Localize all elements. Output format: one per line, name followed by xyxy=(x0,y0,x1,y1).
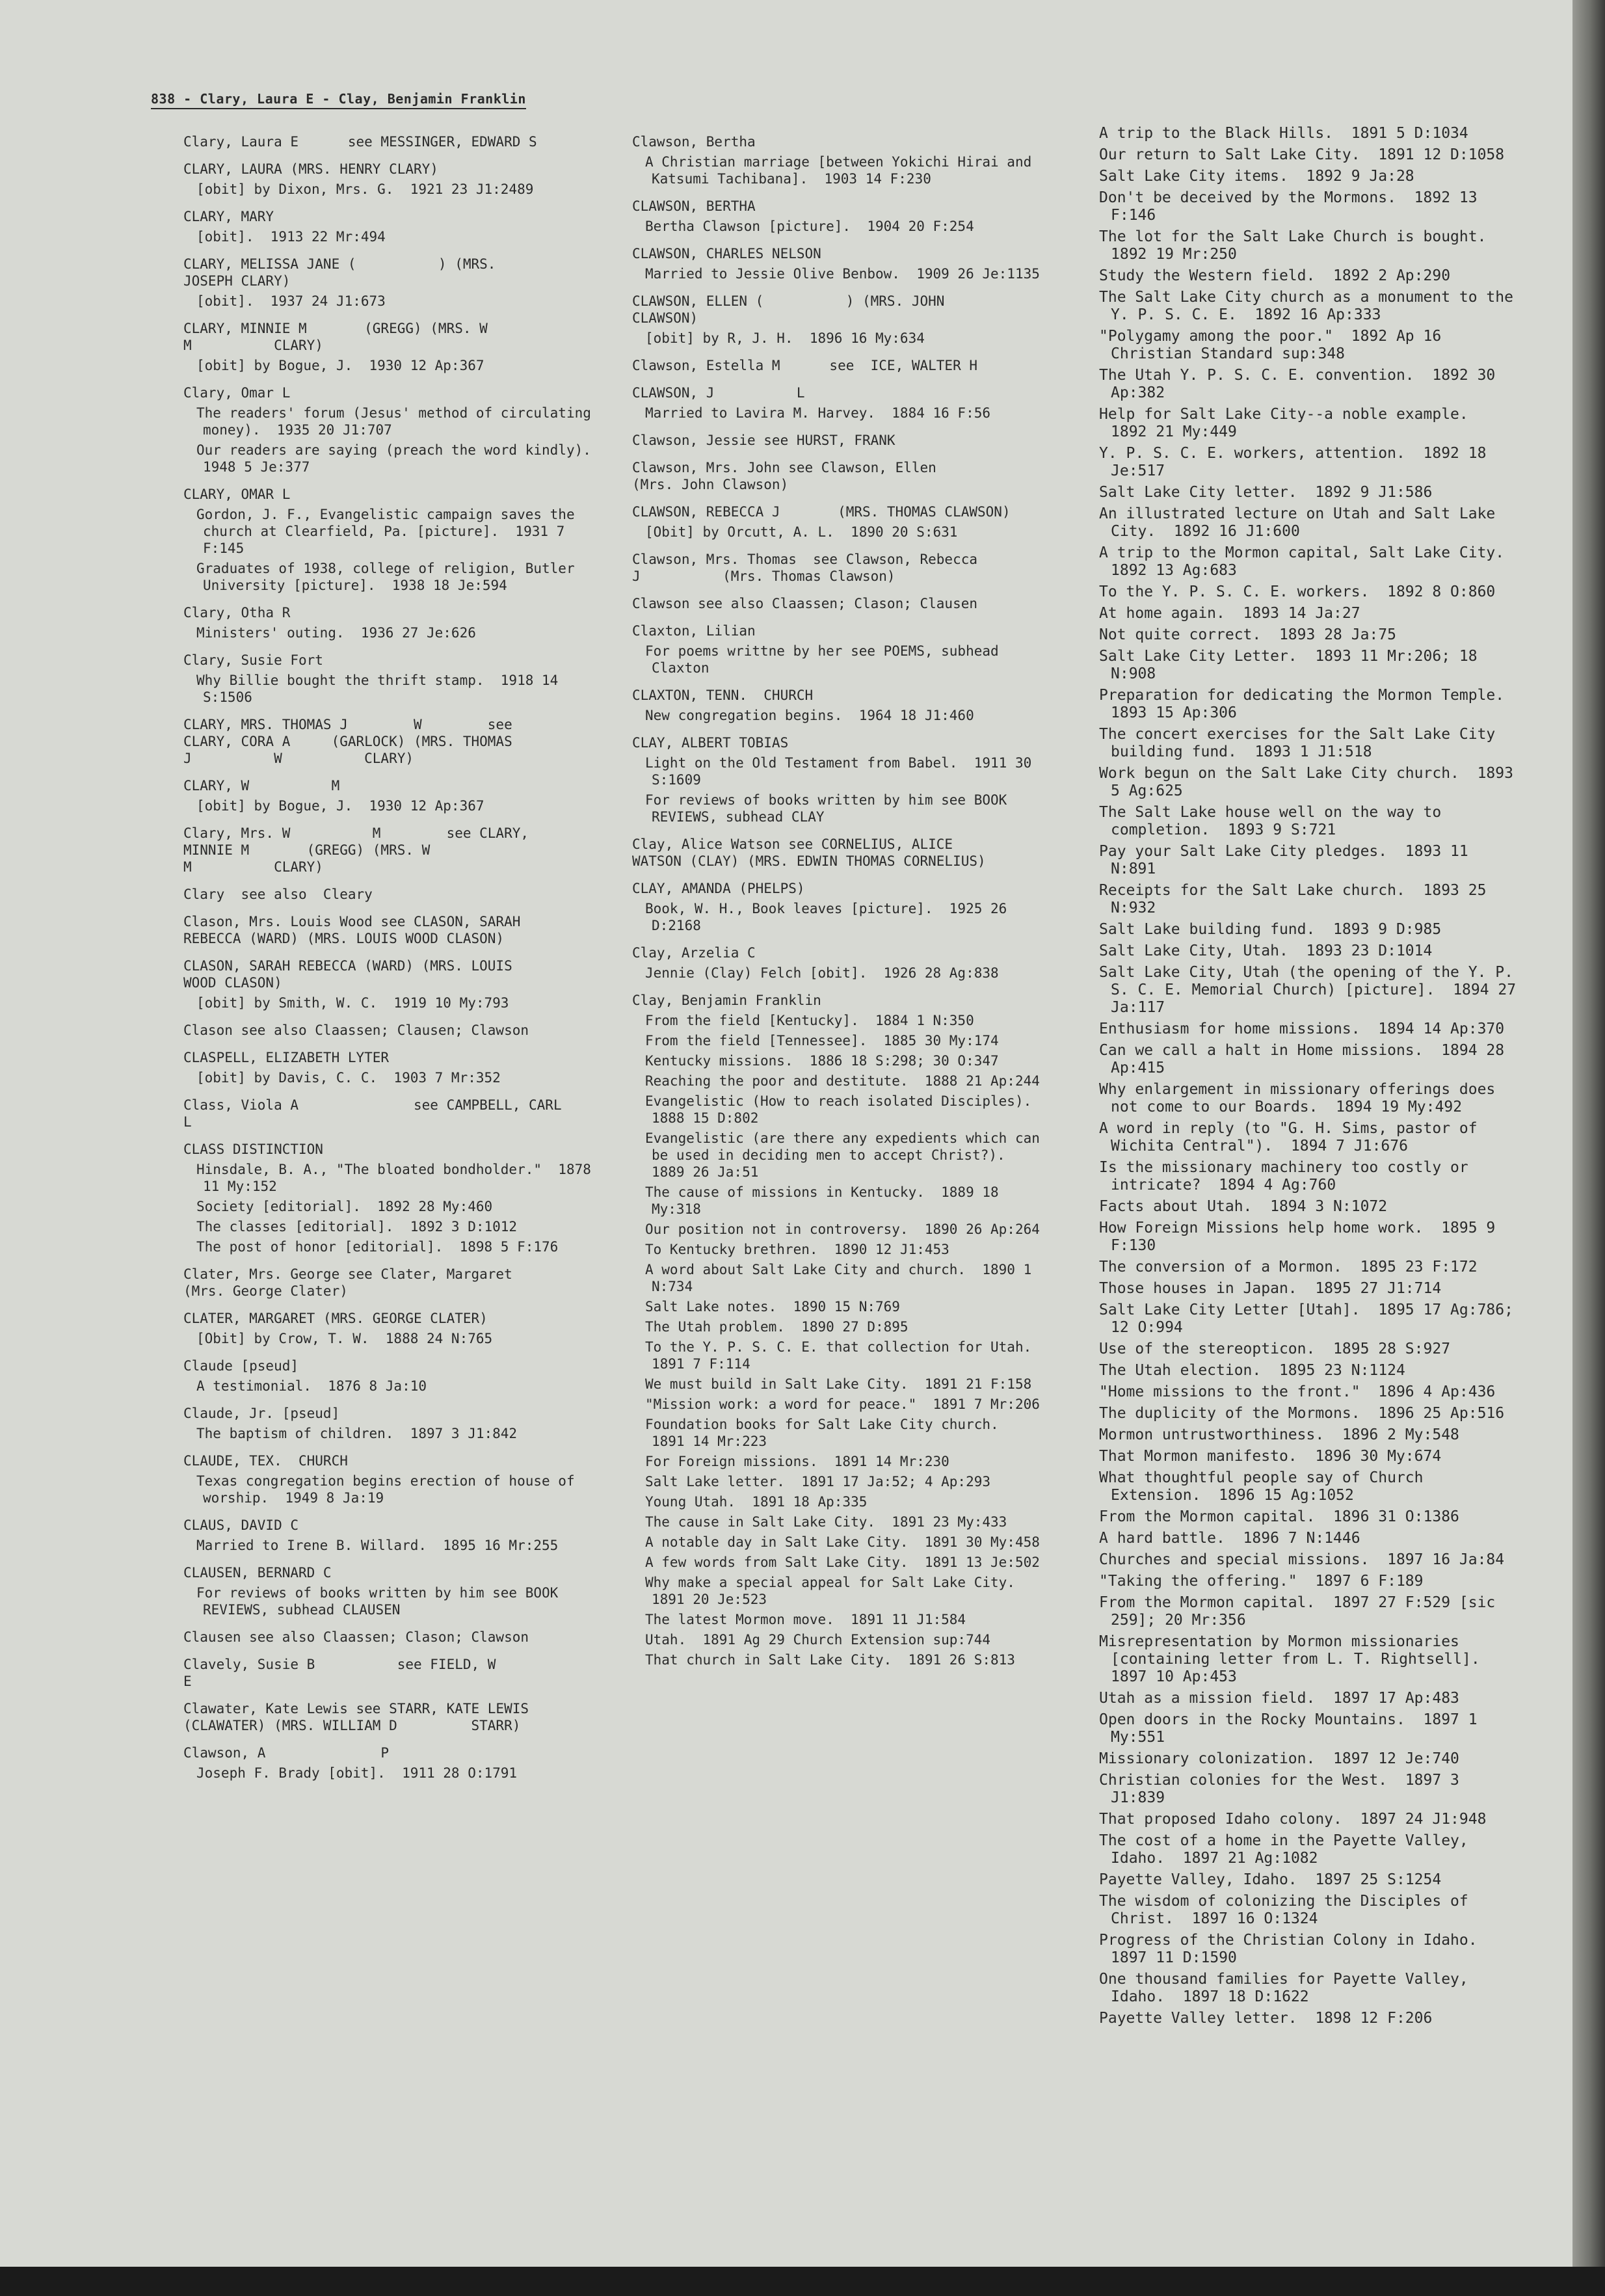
index-entry xyxy=(1099,267,1522,285)
index-entry xyxy=(183,133,600,150)
index-entry xyxy=(183,1629,600,1646)
index-entry xyxy=(183,1022,600,1039)
index-entry xyxy=(183,1452,600,1506)
entry-heading: CLAY, ALBERT TOBIAS xyxy=(632,735,789,751)
entry-heading: CLAWSON, REBECCA J (MRS. THOMAS CLAWSON) xyxy=(632,504,1011,520)
index-entry xyxy=(632,622,1042,676)
entry-reference: A testimonial. 1876 8 Ja:10 xyxy=(196,1378,427,1394)
index-entry xyxy=(1099,1259,1522,1276)
index-entry xyxy=(1099,1811,1522,1828)
entry-heading: CLAUDE, TEX. CHURCH xyxy=(183,1453,348,1469)
entry-reference: The baptism of children. 1897 3 J1:842 xyxy=(196,1426,518,1441)
entry-reference: Not quite correct. 1893 28 Ja:75 xyxy=(1099,626,1396,643)
entry-heading: Clawson, Bertha xyxy=(632,134,756,150)
entry-reference: A notable day in Salt Lake City. 1891 30 My:458 xyxy=(645,1534,1040,1550)
index-entry xyxy=(183,256,600,310)
index-entry xyxy=(1099,189,1522,224)
entry-heading: CLASS DISTINCTION xyxy=(183,1141,323,1157)
entry-reference: A Christian marriage [between Yokichi Hirai and Katsumi Tachibana]. 1903 14 F:230 xyxy=(645,154,1040,187)
index-entry xyxy=(632,992,1048,1668)
entry-reference: Christian colonies for the West. 1897 3 J1:839 xyxy=(1099,1772,1468,1806)
entry-reference: The concert exercises for the Salt Lake City building fund. 1893 1 J1:518 xyxy=(1099,726,1505,760)
entry-reference: Is the missionary machinery too costly or intricate? 1894 4 Ag:760 xyxy=(1099,1159,1478,1194)
index-entry xyxy=(632,293,1042,347)
entry-heading: CLAUSEN, BERNARD C xyxy=(183,1565,332,1581)
entry-reference: Bertha Clawson [picture]. 1904 20 F:254 xyxy=(645,219,974,234)
index-entry xyxy=(1099,1448,1522,1465)
entry-reference: Receipts for the Salt Lake church. 1893 25 N:932 xyxy=(1099,882,1496,916)
index-entry xyxy=(183,1266,600,1300)
index-column-3 xyxy=(1099,125,1525,2031)
index-entry xyxy=(1099,328,1522,363)
index-entry xyxy=(1099,1633,1522,1686)
entry-heading: CLATER, MARGARET (MRS. GEORGE CLATER) xyxy=(183,1311,488,1326)
entry-reference: For Foreign missions. 1891 14 Mr:230 xyxy=(645,1454,949,1469)
entry-heading: CLARY, OMAR L xyxy=(183,487,291,502)
index-entry xyxy=(1099,1871,1522,1889)
entry-heading: Clary, Laura E see MESSINGER, EDWARD S xyxy=(183,134,537,150)
index-entry xyxy=(183,1141,600,1255)
entry-reference: [obit] by Dixon, Mrs. G. 1921 23 J1:2489 xyxy=(196,181,534,197)
entry-reference: Reaching the poor and destitute. 1888 21 Ap:244 xyxy=(645,1073,1040,1089)
index-entry xyxy=(1099,1530,1522,1547)
entry-reference: What thoughtful people say of Church Extension. 1896 15 Ag:1052 xyxy=(1099,1469,1433,1504)
index-entry xyxy=(1099,1594,1522,1629)
index-entry xyxy=(1099,1280,1522,1298)
entry-reference: That Mormon manifesto. 1896 30 My:674 xyxy=(1099,1448,1442,1465)
entry-reference: "Mission work: a word for peace." 1891 7 Mr:206 xyxy=(645,1396,1040,1412)
index-entry xyxy=(183,1049,600,1086)
index-entry xyxy=(1099,146,1522,164)
index-entry xyxy=(632,245,1042,282)
index-entry xyxy=(183,777,600,814)
index-entry xyxy=(1099,1383,1522,1401)
index-column-2 xyxy=(632,133,1048,1679)
index-entry xyxy=(183,652,600,706)
entry-reference: The cost of a home in the Payette Valley, Idaho. 1897 21 Ag:1082 xyxy=(1099,1832,1478,1867)
entry-reference: Payette Valley letter. 1898 12 F:206 xyxy=(1099,2010,1433,2027)
entry-reference: The duplicity of the Mormons. 1896 25 Ap:516 xyxy=(1099,1405,1505,1422)
entry-reference: That church in Salt Lake City. 1891 26 S:813 xyxy=(645,1652,1015,1668)
index-entry xyxy=(632,595,1042,612)
entry-reference: The Salt Lake City church as a monument to the Y. P. S. C. E. 1892 16 Ap:333 xyxy=(1099,289,1522,323)
entry-reference: A hard battle. 1896 7 N:1446 xyxy=(1099,1530,1360,1547)
entry-reference: Those houses in Japan. 1895 27 J1:714 xyxy=(1099,1280,1442,1297)
entry-heading: CLARY, LAURA (MRS. HENRY CLARY) xyxy=(183,161,438,177)
index-entry xyxy=(632,357,1042,374)
index-entry xyxy=(1099,168,1522,185)
index-entry xyxy=(183,1405,600,1442)
entry-reference: [obit] by Smith, W. C. 1919 10 My:793 xyxy=(196,995,509,1011)
index-entry xyxy=(183,384,608,475)
entry-reference: The conversion of a Mormon. 1895 23 F:172 xyxy=(1099,1259,1478,1275)
entry-reference: Open doors in the Rocky Mountains. 1897 1 My:551 xyxy=(1099,1711,1487,1746)
index-entry xyxy=(1099,1551,1522,1569)
entry-heading: Clawson, Jessie see HURST, FRANK xyxy=(632,433,895,448)
scan-bottom-band xyxy=(0,2267,1605,2296)
entry-reference: Evangelistic (are there any expedients which can be used in deciding men to accept Christ?). 1889 26 Ja:51 xyxy=(645,1130,1048,1180)
index-entry xyxy=(1099,1772,1522,1807)
entry-reference: [obit] by Bogue, J. 1930 12 Ap:367 xyxy=(196,798,484,814)
entry-heading: Clater, Mrs. George see Clater, Margaret (Mrs. George Clater) xyxy=(183,1266,512,1299)
entry-reference: Why make a special appeal for Salt Lake City. 1891 20 Je:523 xyxy=(645,1575,1032,1607)
entry-heading: Claude, Jr. [pseud] xyxy=(183,1406,340,1421)
index-entry xyxy=(1099,964,1525,1017)
entry-reference: [obit]. 1937 24 J1:673 xyxy=(196,293,386,309)
entry-reference: The cause in Salt Lake City. 1891 23 My:433 xyxy=(645,1514,1007,1530)
index-entry xyxy=(1099,626,1522,644)
entry-reference: A word about Salt Lake City and church. 1890 1 N:734 xyxy=(645,1262,1040,1294)
entry-reference: Salt Lake building fund. 1893 9 D:985 xyxy=(1099,921,1442,938)
index-entry xyxy=(1099,406,1522,441)
entry-reference: Mormon untrustworthiness. 1896 2 My:548 xyxy=(1099,1426,1459,1443)
entry-reference: [obit] by R, J. H. 1896 16 My:634 xyxy=(645,330,925,346)
index-entry xyxy=(183,604,600,641)
entry-heading: Clason, Mrs. Louis Wood see CLASON, SARAH REBECCA (WARD) (MRS. LOUIS WOOD CLASON) xyxy=(183,914,521,946)
entry-reference: The post of honor [editorial]. 1898 5 F:176 xyxy=(196,1239,559,1255)
entry-reference: From the Mormon capital. 1897 27 F:529 [sic 259]; 20 Mr:356 xyxy=(1099,1594,1505,1629)
index-entry xyxy=(632,687,1042,724)
index-entry xyxy=(1099,1042,1522,1077)
entry-reference: To Kentucky brethren. 1890 12 J1:453 xyxy=(645,1242,949,1257)
entry-reference: The Salt Lake house well on the way to completion. 1893 9 S:721 xyxy=(1099,804,1451,838)
index-entry xyxy=(632,944,1042,981)
entry-heading: CLASON, SARAH REBECCA (WARD) (MRS. LOUIS WOOD CLASON) xyxy=(183,958,512,991)
entry-reference: [obit] by Bogue, J. 1930 12 Ap:367 xyxy=(196,358,484,373)
entry-reference: Misrepresentation by Mormon missionaries [containing letter from L. T. Rightsell]. 1897 10 Ap:453 xyxy=(1099,1633,1498,1685)
entry-reference: Book, W. H., Book leaves [picture]. 1925 26 D:2168 xyxy=(645,901,1015,933)
entry-reference: [obit] by Davis, C. C. 1903 7 Mr:352 xyxy=(196,1070,501,1086)
entry-reference: Salt Lake City, Utah. 1893 23 D:1014 xyxy=(1099,942,1433,959)
entry-heading: Class, Viola A see CAMPBELL, CARL L xyxy=(183,1097,562,1130)
entry-reference: Joseph F. Brady [obit]. 1911 28 O:1791 xyxy=(196,1765,518,1781)
index-entry xyxy=(1099,228,1522,263)
entry-heading: Clawson, Estella M see ICE, WALTER H xyxy=(632,358,978,373)
index-entry xyxy=(183,1744,600,1782)
index-entry xyxy=(183,1097,600,1130)
entry-heading: CLAWSON, CHARLES NELSON xyxy=(632,246,821,261)
index-entry xyxy=(1099,1405,1522,1422)
index-entry xyxy=(632,503,1042,541)
entry-reference: Salt Lake City letter. 1892 9 J1:586 xyxy=(1099,484,1433,501)
entry-reference: Salt Lake notes. 1890 15 N:769 xyxy=(645,1299,900,1315)
entry-reference: Progress of the Christian Colony in Idaho. 1897 11 D:1590 xyxy=(1099,1932,1496,1966)
index-entry xyxy=(632,551,1042,585)
entry-reference: Texas congregation begins erection of house of worship. 1949 8 Ja:19 xyxy=(196,1473,583,1506)
entry-reference: Salt Lake City items. 1892 9 Ja:28 xyxy=(1099,168,1414,185)
entry-heading: Clary, Susie Fort xyxy=(183,652,323,668)
entry-heading: Clausen see also Claassen; Clason; Clawson xyxy=(183,1629,529,1645)
entry-heading: Clawson, Mrs. John see Clawson, Ellen (Mrs. John Clawson) xyxy=(632,460,936,492)
index-entry xyxy=(1099,804,1522,839)
entry-reference: Gordon, J. F., Evangelistic campaign saves the church at Clearfield, Pa. [picture]. 1931 7 F:145 xyxy=(196,507,583,556)
index-entry xyxy=(1099,1198,1522,1216)
entry-reference: To the Y. P. S. C. E. workers. 1892 8 O:860 xyxy=(1099,583,1496,600)
entry-reference: A trip to the Mormon capital, Salt Lake City. 1892 13 Ag:683 xyxy=(1099,544,1522,579)
index-entry xyxy=(1099,1750,1522,1768)
entry-reference: Our readers are saying (preach the word kindly). 1948 5 Je:377 xyxy=(196,442,608,475)
index-entry xyxy=(1099,1220,1522,1255)
entry-reference: Payette Valley, Idaho. 1897 25 S:1254 xyxy=(1099,1871,1442,1888)
index-entry xyxy=(183,1656,600,1690)
entry-reference: That proposed Idaho colony. 1897 24 J1:948 xyxy=(1099,1811,1487,1828)
entry-reference: From the Mormon capital. 1896 31 O:1386 xyxy=(1099,1508,1459,1525)
index-entry xyxy=(632,459,1042,493)
entry-reference: Kentucky missions. 1886 18 S:298; 30 O:347 xyxy=(645,1053,999,1069)
index-entry xyxy=(183,957,600,1011)
index-entry xyxy=(632,836,1042,870)
entry-reference: The Utah Y. P. S. C. E. convention. 1892 30 Ap:382 xyxy=(1099,367,1505,401)
entry-reference: A few words from Salt Lake City. 1891 13 Je:502 xyxy=(645,1555,1040,1570)
index-entry xyxy=(183,716,600,767)
entry-reference: Our return to Salt Lake City. 1891 12 D:1058 xyxy=(1099,146,1505,163)
index-entry xyxy=(1099,648,1522,683)
entry-reference: Utah as a mission field. 1897 17 Ap:483 xyxy=(1099,1690,1459,1707)
entry-reference: A trip to the Black Hills. 1891 5 D:1034 xyxy=(1099,125,1468,142)
index-entry xyxy=(1099,1711,1522,1746)
index-entry xyxy=(632,880,1042,934)
index-entry xyxy=(183,1357,600,1395)
entry-reference: [obit]. 1913 22 Mr:494 xyxy=(196,229,386,245)
entry-heading: CLARY, MARY xyxy=(183,209,274,224)
index-entry xyxy=(1099,445,1522,480)
entry-reference: "Polygamy among the poor." 1892 Ap 16 Christian Standard sup:348 xyxy=(1099,328,1451,362)
index-entry xyxy=(1099,1508,1522,1526)
index-entry xyxy=(1099,882,1522,917)
index-entry xyxy=(183,1700,600,1734)
entry-reference: Churches and special missions. 1897 16 Ja:84 xyxy=(1099,1551,1505,1568)
scan-page-edge xyxy=(1572,0,1605,2296)
entry-heading: CLARY, MELISSA JANE ( ) (MRS. JOSEPH CLARY) xyxy=(183,256,496,289)
entry-reference: Why Billie bought the thrift stamp. 1918 14 S:1506 xyxy=(196,673,566,705)
index-entry xyxy=(1099,1832,1522,1867)
index-entry xyxy=(1099,921,1522,939)
entry-heading: CLAY, AMANDA (PHELPS) xyxy=(632,881,805,896)
index-entry xyxy=(1099,726,1522,761)
index-entry xyxy=(183,161,600,198)
entry-reference: The classes [editorial]. 1892 3 D:1012 xyxy=(196,1219,518,1235)
index-entry xyxy=(183,825,600,875)
entry-reference: Study the Western field. 1892 2 Ap:290 xyxy=(1099,267,1451,284)
index-entry xyxy=(1099,367,1522,402)
entry-heading: CLARY, W M xyxy=(183,778,340,794)
entry-reference: Married to Irene B. Willard. 1895 16 Mr:255 xyxy=(196,1538,559,1553)
entry-reference: A word in reply (to "G. H. Sims, pastor of Wichita Central"). 1894 7 J1:676 xyxy=(1099,1120,1487,1155)
entry-reference: The wisdom of colonizing the Disciples of Christ. 1897 16 O:1324 xyxy=(1099,1893,1478,1927)
entry-reference: We must build in Salt Lake City. 1891 21 F:158 xyxy=(645,1376,1032,1392)
entry-heading: Clary, Omar L xyxy=(183,385,291,401)
entry-reference: Help for Salt Lake City--a noble example. 1892 21 My:449 xyxy=(1099,406,1487,440)
index-entry xyxy=(1099,1159,1522,1194)
entry-reference: Y. P. S. C. E. workers, attention. 1892 18 Je:517 xyxy=(1099,445,1496,479)
entry-reference: Missionary colonization. 1897 12 Je:740 xyxy=(1099,1750,1459,1767)
entry-reference: The latest Mormon move. 1891 11 J1:584 xyxy=(645,1612,966,1627)
index-entry xyxy=(183,1517,600,1554)
entry-reference: Young Utah. 1891 18 Ap:335 xyxy=(645,1494,868,1510)
entry-reference: For reviews of books written by him see BOOK REVIEWS, subhead CLAY xyxy=(645,792,1015,825)
index-entry xyxy=(183,1564,600,1618)
entry-reference: The Utah election. 1895 23 N:1124 xyxy=(1099,1362,1405,1379)
entry-reference: New congregation begins. 1964 18 J1:460 xyxy=(645,708,974,723)
index-entry xyxy=(1099,1362,1522,1380)
entry-reference: For reviews of books written by him see BOOK REVIEWS, subhead CLAUSEN xyxy=(196,1585,566,1618)
entry-reference: Pay your Salt Lake City pledges. 1893 11 N:891 xyxy=(1099,843,1478,877)
entry-heading: Clay, Benjamin Franklin xyxy=(632,993,821,1008)
entry-reference: The readers' forum (Jesus' method of circulating money). 1935 20 J1:707 xyxy=(196,405,600,438)
entry-heading: CLAWSON, ELLEN ( ) (MRS. JOHN CLAWSON) xyxy=(632,293,945,326)
index-entry xyxy=(1099,1341,1522,1358)
entry-reference: Can we call a halt in Home missions. 1894 28 Ap:415 xyxy=(1099,1042,1513,1076)
index-entry xyxy=(1099,2010,1522,2027)
entry-reference: From the field [Kentucky]. 1884 1 N:350 xyxy=(645,1013,974,1028)
entry-reference: At home again. 1893 14 Ja:27 xyxy=(1099,605,1360,622)
index-entry xyxy=(1099,484,1522,501)
index-entry xyxy=(1099,289,1522,324)
entry-reference: The cause of missions in Kentucky. 1889 18 My:318 xyxy=(645,1184,1007,1217)
entry-reference: [Obit] by Crow, T. W. 1888 24 N:765 xyxy=(196,1331,493,1346)
page-header: 838 - Clary, Laura E - Clay, Benjamin Franklin xyxy=(151,91,526,109)
entry-heading: Clawater, Kate Lewis see STARR, KATE LEWIS (CLAWATER) (MRS. WILLIAM D STARR) xyxy=(183,1701,529,1733)
entry-heading: Clason see also Claassen; Clausen; Clawson xyxy=(183,1022,529,1038)
index-entry xyxy=(183,913,600,947)
entry-reference: Evangelistic (How to reach isolated Disciples). 1888 15 D:802 xyxy=(645,1093,1048,1126)
entry-heading: CLAUS, DAVID C xyxy=(183,1517,299,1533)
entry-reference: The lot for the Salt Lake Church is bought. 1892 19 Mr:250 xyxy=(1099,228,1505,263)
entry-reference: "Taking the offering." 1897 6 F:189 xyxy=(1099,1573,1424,1590)
entry-reference: The Utah problem. 1890 27 D:895 xyxy=(645,1319,909,1335)
entry-reference: Foundation books for Salt Lake City church. 1891 14 Mr:223 xyxy=(645,1417,1015,1449)
entry-heading: CLAWSON, BERTHA xyxy=(632,198,756,214)
index-entry xyxy=(1099,1932,1522,1967)
entry-heading: Clawson, A P xyxy=(183,1745,390,1761)
index-entry xyxy=(632,384,1042,421)
index-entry xyxy=(1099,1469,1522,1504)
entry-reference: One thousand families for Payette Valley, Idaho. 1897 18 D:1622 xyxy=(1099,1971,1478,2005)
index-entry xyxy=(1099,1120,1522,1155)
entry-heading: Clawson, Mrs. Thomas see Clawson, Rebecca J (Mrs. Thomas Clawson) xyxy=(632,552,978,584)
entry-reference: Jennie (Clay) Felch [obit]. 1926 28 Ag:838 xyxy=(645,965,999,981)
index-entry xyxy=(1099,1302,1522,1337)
entry-reference: Society [editorial]. 1892 28 My:460 xyxy=(196,1199,493,1214)
entry-reference: Use of the stereopticon. 1895 28 S:927 xyxy=(1099,1341,1451,1357)
index-entry xyxy=(1099,942,1522,960)
entry-heading: CLARY, MRS. THOMAS J W see CLARY, CORA A (GARLOCK) (MRS. THOMAS J W CLARY) xyxy=(183,717,512,766)
entry-reference: Hinsdale, B. A., "The bloated bondholder." 1878 11 My:152 xyxy=(196,1162,600,1194)
entry-heading: CLAWSON, J L xyxy=(632,385,805,401)
index-entry xyxy=(1099,125,1522,142)
entry-reference: An illustrated lecture on Utah and Salt Lake City. 1892 16 J1:600 xyxy=(1099,505,1505,540)
index-entry xyxy=(1099,1573,1522,1590)
index-entry xyxy=(1099,544,1522,580)
entry-reference: Ministers' outing. 1936 27 Je:626 xyxy=(196,625,476,641)
entry-heading: Claxton, Lilian xyxy=(632,623,756,639)
index-entry xyxy=(1099,765,1522,800)
index-entry xyxy=(1099,687,1522,722)
index-entry xyxy=(1099,1021,1522,1038)
entry-heading: Clawson see also Claassen; Clason; Clausen xyxy=(632,596,978,611)
entry-heading: Clavely, Susie B see FIELD, W E xyxy=(183,1657,496,1689)
entry-reference: Facts about Utah. 1894 3 N:1072 xyxy=(1099,1198,1388,1215)
entry-reference: Married to Lavira M. Harvey. 1884 16 F:56 xyxy=(645,405,991,421)
entry-reference: Light on the Old Testament from Babel. 1911 30 S:1609 xyxy=(645,755,1040,788)
entry-reference: Preparation for dedicating the Mormon Temple. 1893 15 Ap:306 xyxy=(1099,687,1522,721)
index-entry xyxy=(183,320,600,374)
index-column-1 xyxy=(183,133,608,1792)
entry-reference: Salt Lake City Letter. 1893 11 Mr:206; 18 N:908 xyxy=(1099,648,1487,682)
entry-reference: From the field [Tennessee]. 1885 30 My:174 xyxy=(645,1033,999,1048)
entry-reference: How Foreign Missions help home work. 1895 9 F:130 xyxy=(1099,1220,1505,1254)
entry-reference: Why enlargement in missionary offerings does not come to our Boards. 1894 19 My:492 xyxy=(1099,1081,1505,1115)
entry-reference: Graduates of 1938, college of religion, Butler University [picture]. 1938 18 Je:594 xyxy=(196,561,583,593)
index-entry xyxy=(183,886,600,903)
index-entry xyxy=(1099,605,1522,622)
entry-heading: Clary, Mrs. W M see CLARY, MINNIE M (GREGG) (MRS. W M CLARY) xyxy=(183,825,529,875)
entry-reference: Salt Lake City, Utah (the opening of the Y. P. S. C. E. Memorial Church) [picture]. 1894 27 Ja:117 xyxy=(1099,964,1525,1016)
index-entry xyxy=(183,1310,600,1347)
index-entry xyxy=(1099,843,1522,878)
index-entry xyxy=(183,486,600,594)
entry-reference: Utah. 1891 Ag 29 Church Extension sup:744 xyxy=(645,1632,991,1648)
index-entry xyxy=(1099,1426,1522,1444)
entry-heading: Claude [pseud] xyxy=(183,1358,299,1374)
entry-reference: Salt Lake letter. 1891 17 Ja:52; 4 Ap:293 xyxy=(645,1474,991,1489)
entry-heading: CLARY, MINNIE M (GREGG) (MRS. W M CLARY) xyxy=(183,321,488,353)
entry-reference: "Home missions to the front." 1896 4 Ap:436 xyxy=(1099,1383,1496,1400)
index-entry xyxy=(632,133,1042,187)
entry-reference: Salt Lake City Letter [Utah]. 1895 17 Ag:786; 12 O:994 xyxy=(1099,1302,1522,1336)
index-entry xyxy=(632,432,1042,449)
index-entry xyxy=(1099,1893,1522,1928)
index-entry xyxy=(183,208,600,245)
index-entry xyxy=(632,734,1042,825)
index-entry xyxy=(1099,1971,1522,2006)
index-entry xyxy=(632,198,1042,235)
entry-reference: Work begun on the Salt Lake City church. 1893 5 Ag:625 xyxy=(1099,765,1522,799)
entry-reference: For poems writtne by her see POEMS, subhead Claxton xyxy=(645,643,1007,676)
entry-heading: Clay, Arzelia C xyxy=(632,945,756,961)
entry-reference: To the Y. P. S. C. E. that collection for Utah. 1891 7 F:114 xyxy=(645,1339,1048,1372)
index-entry xyxy=(1099,1690,1522,1707)
entry-heading: Clary, Otha R xyxy=(183,605,291,621)
entry-heading: CLAXTON, TENN. CHURCH xyxy=(632,687,814,703)
entry-heading: Clay, Alice Watson see CORNELIUS, ALICE WATSON (CLAY) (MRS. EDWIN THOMAS CORNELIUS) xyxy=(632,836,986,869)
entry-reference: Don't be deceived by the Mormons. 1892 13 F:146 xyxy=(1099,189,1487,224)
index-entry xyxy=(1099,1081,1522,1116)
entry-heading: CLASPELL, ELIZABETH LYTER xyxy=(183,1050,390,1065)
entry-reference: Married to Jessie Olive Benbow. 1909 26 Je:1135 xyxy=(645,266,1040,282)
entry-reference: Enthusiasm for home missions. 1894 14 Ap:370 xyxy=(1099,1021,1505,1037)
index-entry xyxy=(1099,583,1522,601)
entry-reference: [Obit] by Orcutt, A. L. 1890 20 S:631 xyxy=(645,524,958,540)
entry-reference: Our position not in controversy. 1890 26 Ap:264 xyxy=(645,1221,1040,1237)
entry-heading: Clary see also Cleary xyxy=(183,887,373,902)
index-entry xyxy=(1099,505,1522,541)
